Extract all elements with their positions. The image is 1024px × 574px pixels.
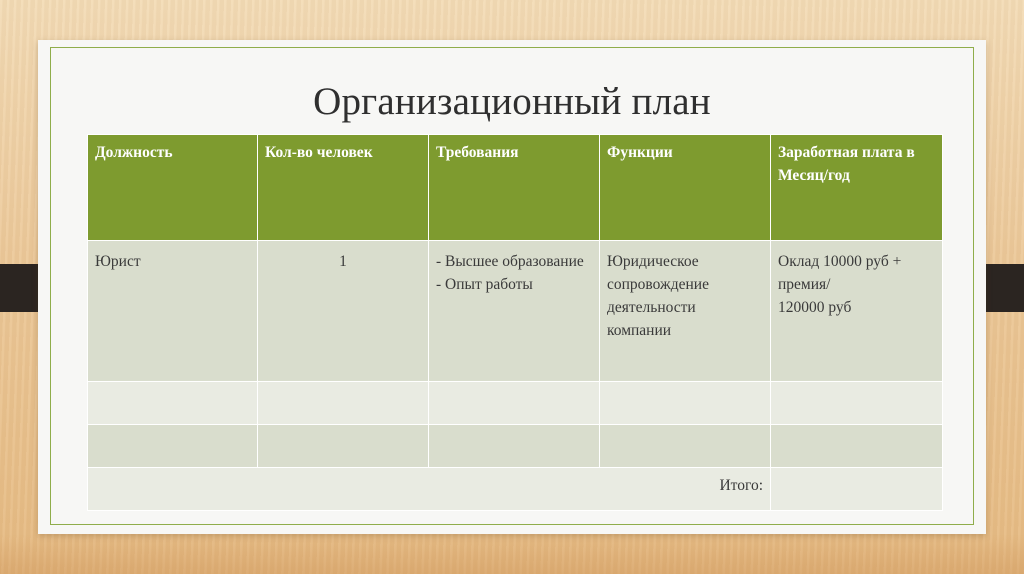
table-row-empty — [88, 425, 943, 468]
empty-cell — [258, 382, 429, 425]
empty-cell — [771, 425, 943, 468]
header-salary: Заработная плата в Месяц/год — [771, 135, 943, 241]
total-label: Итого: — [88, 468, 771, 511]
total-value — [771, 468, 943, 511]
cell-functions: Юридическое сопровождение деятельности компании — [600, 241, 771, 382]
empty-cell — [600, 425, 771, 468]
header-count: Кол-во человек — [258, 135, 429, 241]
table-row-empty — [88, 382, 943, 425]
header-functions: Функции — [600, 135, 771, 241]
cell-requirements: - Высшее образование - Опыт работы — [429, 241, 600, 382]
empty-cell — [600, 382, 771, 425]
header-requirements: Требования — [429, 135, 600, 241]
table-surface-shade — [0, 534, 1024, 574]
table-header-row — [88, 135, 943, 241]
cell-position: Юрист — [88, 241, 258, 382]
empty-cell — [429, 382, 600, 425]
cell-count: 1 — [258, 241, 429, 382]
empty-cell — [429, 425, 600, 468]
empty-cell — [771, 382, 943, 425]
header-position: Должность — [88, 135, 258, 241]
cell-salary: Оклад 10000 руб + премия/ 120000 руб — [771, 241, 943, 382]
empty-cell — [88, 382, 258, 425]
organizational-plan-table — [87, 134, 943, 511]
page-title: Организационный план — [313, 80, 711, 123]
empty-cell — [258, 425, 429, 468]
table-row — [88, 241, 943, 382]
table-total-row — [88, 468, 943, 511]
empty-cell — [88, 425, 258, 468]
